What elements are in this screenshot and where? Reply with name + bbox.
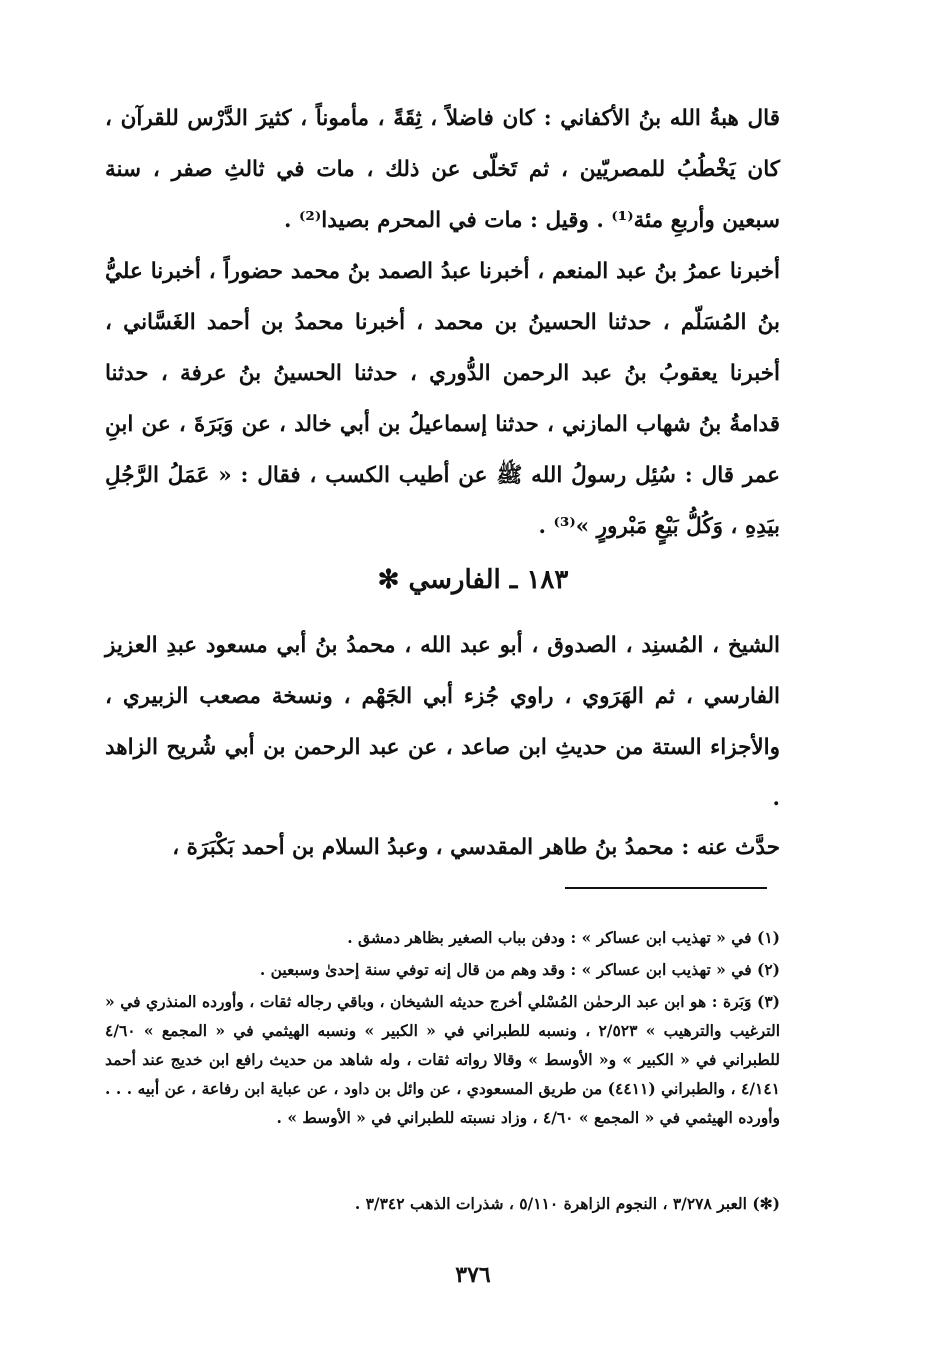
page-number: ٣٧٦ bbox=[455, 1262, 491, 1288]
footnote-divider bbox=[565, 887, 767, 889]
footnote-3: (٣) وَبَرة : هو ابن عبد الرحمٰن المُسْلي أخرج حديثه الشيخان ، وباقي رجاله ثقات ، وأورده المنذري في « الترغيب والترهيب » ٢/٥٢٣ ، ونسبه للطبراني في « الكبير » ونسبه الهيثمي في « المجمع » ٤/٦٠ للطبراني في « الكبير » و« الأوسط » وقالا رواته ثقات ، وله شاهد من حديث رافع ابن خديج عند أحمد ٤/١٤١ ، والطبراني (٤٤١١) من طريق المسعودي ، عن وائل بن داود ، عن عباية ابن رفاعة ، عن أبيه . . . وأورده الهيثمي في « المجمع » ٤/٦٠ ، وزاد نسبته للطبراني في « الأوسط » . bbox=[105, 992, 781, 1127]
hadith-paragraph: أخبرنا عمرُ بنُ عبد المنعم ، أخبرنا عبدُ الصمد بنُ محمد حضوراً ، أخبرنا عليُّ بنُ المُسَلّم ، حدثنا الحسينُ بن محمد ، أخبرنا محمدُ بن أحمد الغَسَّاني ، أخبرنا يعقوبُ بنُ عبد الرحمن الدُّوري ، حدثنا الحسينُ بنُ عرفة ، حدثنا قدامةُ بنُ شهاب المازني ، حدثنا إسماعيلُ بن أبي خالد ، عن وَبَرَةَ ، عن ابنِ عمر قال : سُئِل رسولُ الله ﷺ عن أطيب الكسب ، فقال : « عَمَلُ الرَّجُلِ بيَدِهِ ، وَكُلُّ بَيْعٍ مَبْرورٍ »⁽³⁾ . bbox=[105, 259, 780, 539]
footnote-1: (١) في « تهذيب ابن عساكر » : ودفن بباب الصغير بظاهر دمشق . bbox=[347, 928, 780, 947]
entry-heading: ١٨٣ ـ الفارسي ✻ bbox=[377, 565, 569, 595]
entry-intro-paragraph: الشيخ ، المُسنِد ، الصدوق ، أبو عبد الله ، محمدُ بنُ أبي مسعود عبدِ العزيز الفارسي ، ثم الهَرَوي ، راوي جُزء أبي الجَهْم ، ونسخة مصعب الزبيري ، والأجزاء الستة من حديثِ ابن صاعد ، عن عبد الرحمن بن أبي شُريح الزاهد . bbox=[105, 633, 780, 811]
narrators-paragraph: حدَّث عنه : محمدُ بنُ طاهر المقدسي ، وعبدُ السلام بن أحمد بَكْبَرَة ، bbox=[172, 835, 780, 860]
footnote-source: (✻) العبر ٣/٢٧٨ ، النجوم الزاهرة ٥/١١٠ ، شذرات الذهب ٣/٣٤٢ . bbox=[354, 1194, 780, 1213]
footnote-2: (٢) في « تهذيب ابن عساكر » : وقد وهم من قال إنه توفي سنة إحدىٰ وسبعين . bbox=[259, 960, 780, 979]
biography-paragraph: قال هبةُ الله بنُ الأكفاني : كان فاضلاً ، ثِقَةً ، مأموناً ، كثيرَ الدَّرْس للقرآن ، كان يَخْطُبُ للمصريّين ، ثم تَخلّى عن ذلك ، مات في ثالثِ صفر ، سنة سبعين وأربعِ مئة⁽¹⁾ . وقيل : مات في المحرم بصيدا⁽²⁾ . bbox=[105, 106, 780, 233]
